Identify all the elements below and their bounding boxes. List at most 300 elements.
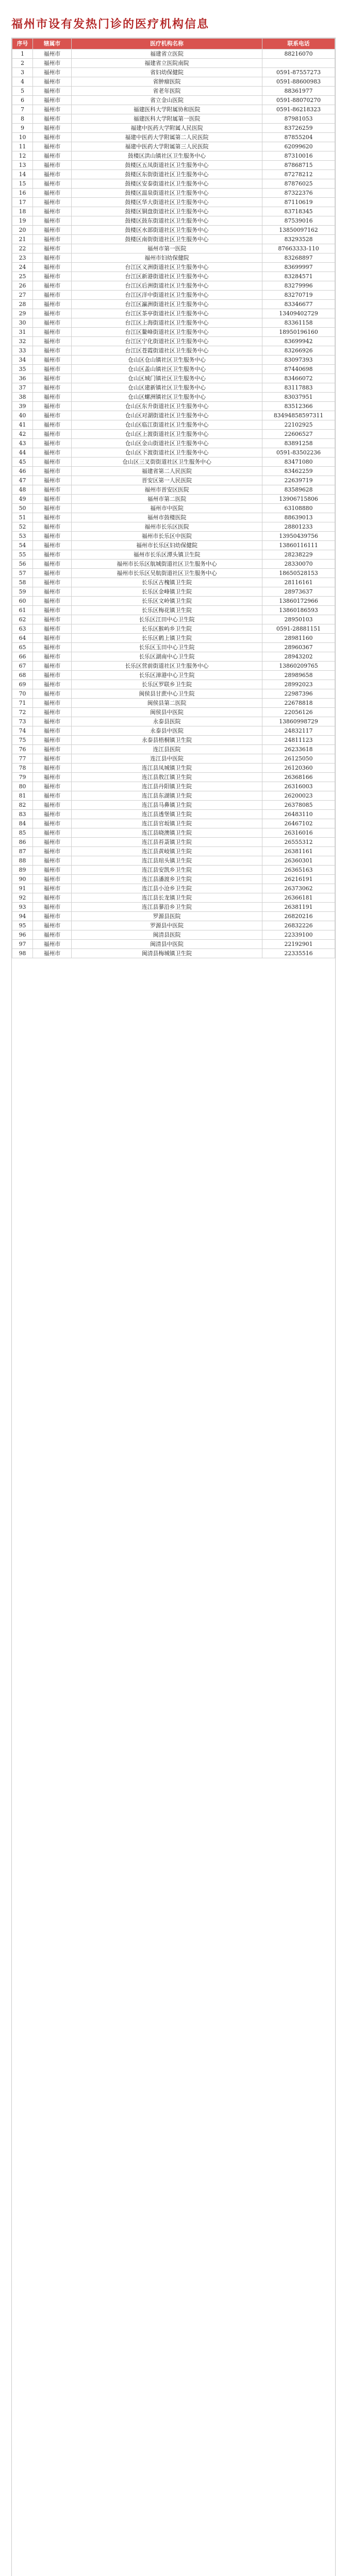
row-city: 福州市	[33, 699, 72, 708]
row-institution-name: 台江区茶亭街道社区卫生服务中心	[72, 309, 262, 318]
table-row	[12, 189, 335, 198]
table-row	[12, 337, 335, 346]
row-institution-name: 连江县小沧乡卫生院	[72, 884, 262, 893]
row-index: 31	[12, 328, 33, 337]
row-institution-name: 连江县黄岐镇卫生院	[72, 847, 262, 856]
row-city: 福州市	[33, 569, 72, 578]
row-city: 福州市	[33, 49, 72, 59]
row-phone: 22639719	[262, 476, 335, 485]
table-row	[12, 365, 335, 374]
row-phone: 24832117	[262, 726, 335, 736]
row-institution-name: 仓山区下渡街道社区卫生服务中心	[72, 448, 262, 457]
row-institution-name: 福州市长乐区中医院	[72, 532, 262, 541]
row-phone: 83361158	[262, 318, 335, 328]
row-institution-name: 长乐区漳港中心卫生院	[72, 671, 262, 680]
row-city: 福州市	[33, 819, 72, 828]
table-row	[12, 893, 335, 903]
row-institution-name: 省肿瘤医院	[72, 77, 262, 87]
row-city: 福州市	[33, 643, 72, 652]
row-index: 94	[12, 912, 33, 921]
row-index: 49	[12, 495, 33, 504]
table-row	[12, 791, 335, 801]
row-city: 福州市	[33, 189, 72, 198]
row-index: 78	[12, 764, 33, 773]
row-city: 福州市	[33, 856, 72, 866]
header-institution: 医疗机构名称	[72, 39, 262, 49]
table-row	[12, 355, 335, 365]
row-city: 福州市	[33, 597, 72, 606]
row-city: 福州市	[33, 142, 72, 151]
table-header	[12, 39, 335, 49]
row-phone: 13860209765	[262, 662, 335, 671]
row-phone: 28981160	[262, 634, 335, 643]
row-index: 27	[12, 291, 33, 300]
table-row	[12, 699, 335, 708]
table-row	[12, 726, 335, 736]
row-index: 90	[12, 875, 33, 884]
row-city: 福州市	[33, 708, 72, 717]
table-row	[12, 930, 335, 940]
row-institution-name: 连江县长龙镇卫生院	[72, 893, 262, 903]
table-row	[12, 940, 335, 949]
table-row	[12, 643, 335, 652]
row-index: 89	[12, 866, 33, 875]
row-phone: 83726259	[262, 124, 335, 133]
row-city: 福州市	[33, 782, 72, 791]
row-index: 93	[12, 903, 33, 912]
row-index: 77	[12, 754, 33, 764]
row-index: 18	[12, 207, 33, 216]
row-city: 福州市	[33, 253, 72, 263]
table-row	[12, 504, 335, 513]
row-institution-name: 台江区义洲街道社区卫生服务中心	[72, 263, 262, 272]
table-row	[12, 420, 335, 430]
row-index: 85	[12, 828, 33, 838]
row-index: 71	[12, 699, 33, 708]
row-index: 63	[12, 624, 33, 634]
row-institution-name: 长乐区罗联乡卫生院	[72, 680, 262, 689]
row-phone: 22335516	[262, 949, 335, 958]
row-phone	[262, 59, 335, 68]
row-index: 48	[12, 485, 33, 495]
table-row	[12, 133, 335, 142]
row-city: 福州市	[33, 235, 72, 244]
row-phone: 13860116111	[262, 541, 335, 550]
row-index: 51	[12, 513, 33, 522]
row-institution-name: 省妇幼保健院	[72, 68, 262, 77]
row-index: 7	[12, 105, 33, 114]
row-phone: 28989658	[262, 671, 335, 680]
row-city: 福州市	[33, 430, 72, 439]
row-institution-name: 鼓楼区鼓东街道社区卫生服务中心	[72, 216, 262, 226]
row-phone: 26832226	[262, 921, 335, 930]
row-index: 23	[12, 253, 33, 263]
table-row	[12, 439, 335, 448]
row-city: 福州市	[33, 810, 72, 819]
row-phone: 22192901	[262, 940, 335, 949]
table-row	[12, 485, 335, 495]
row-index: 73	[12, 717, 33, 726]
row-phone: 83284571	[262, 272, 335, 281]
table-row	[12, 856, 335, 866]
row-institution-name: 仓山区三叉街街道社区卫生服务中心	[72, 457, 262, 467]
table-row	[12, 634, 335, 643]
row-institution-name: 福州市长乐区医院	[72, 522, 262, 532]
table-row	[12, 903, 335, 912]
row-index: 60	[12, 597, 33, 606]
row-city: 福州市	[33, 393, 72, 402]
row-city: 福州市	[33, 281, 72, 291]
row-institution-name: 鼓楼区铜盘街道社区卫生服务中心	[72, 207, 262, 216]
row-institution-name: 仓山区上渡街道社区卫生服务中心	[72, 430, 262, 439]
row-index: 98	[12, 949, 33, 958]
row-index: 42	[12, 430, 33, 439]
row-phone: 83462259	[262, 467, 335, 476]
row-institution-name: 永泰县梧桐镇卫生院	[72, 736, 262, 745]
row-city: 福州市	[33, 662, 72, 671]
row-phone: 26360301	[262, 856, 335, 866]
row-index: 69	[12, 680, 33, 689]
row-index: 70	[12, 689, 33, 699]
row-city: 福州市	[33, 420, 72, 430]
row-institution-name: 连江县安凯乡卫生院	[72, 866, 262, 875]
table-row	[12, 624, 335, 634]
table-row	[12, 866, 335, 875]
table-row	[12, 587, 335, 597]
table-row	[12, 207, 335, 216]
table-row	[12, 875, 335, 884]
row-phone: 87876025	[262, 179, 335, 189]
row-institution-name: 鼓楼区安泰街道社区卫生服务中心	[72, 179, 262, 189]
row-city: 福州市	[33, 921, 72, 930]
row-phone: 83699997	[262, 263, 335, 272]
row-phone: 26316003	[262, 782, 335, 791]
row-index: 92	[12, 893, 33, 903]
table-row	[12, 430, 335, 439]
row-phone: 26120360	[262, 764, 335, 773]
row-phone: 26483110	[262, 810, 335, 819]
row-city: 福州市	[33, 587, 72, 597]
row-city: 福州市	[33, 903, 72, 912]
table-row	[12, 300, 335, 309]
row-phone: 88639013	[262, 513, 335, 522]
row-institution-name: 永泰县医院	[72, 717, 262, 726]
row-phone: 83512366	[262, 402, 335, 411]
row-institution-name: 鼓楼区水部街道社区卫生服务中心	[72, 226, 262, 235]
row-index: 46	[12, 467, 33, 476]
row-phone: 13860186593	[262, 606, 335, 615]
row-institution-name: 福建医科大学附属协和医院	[72, 105, 262, 114]
row-index: 57	[12, 569, 33, 578]
table-row	[12, 810, 335, 819]
row-institution-name: 连江县医院	[72, 745, 262, 754]
row-index: 64	[12, 634, 33, 643]
row-institution-name: 长乐区梅花镇卫生院	[72, 606, 262, 615]
row-phone: 88361977	[262, 87, 335, 96]
row-phone: 83589628	[262, 485, 335, 495]
row-institution-name: 台江区鳌峰街道社区卫生服务中心	[72, 328, 262, 337]
row-city: 福州市	[33, 504, 72, 513]
row-city: 福州市	[33, 439, 72, 448]
row-institution-name: 连江县潘渡乡卫生院	[72, 875, 262, 884]
row-phone: 87440698	[262, 365, 335, 374]
row-institution-name: 连江县丹阳镇卫生院	[72, 782, 262, 791]
row-phone: 0591-87557273	[262, 68, 335, 77]
row-institution-name: 鼓楼区东街街道社区卫生服务中心	[72, 170, 262, 179]
row-city: 福州市	[33, 560, 72, 569]
row-phone: 83097393	[262, 355, 335, 365]
row-institution-name: 长乐区鹤上镇卫生院	[72, 634, 262, 643]
row-index: 20	[12, 226, 33, 235]
row-city: 福州市	[33, 402, 72, 411]
row-phone: 28973637	[262, 587, 335, 597]
row-index: 58	[12, 578, 33, 587]
row-institution-name: 台江区上海街道社区卫生服务中心	[72, 318, 262, 328]
row-institution-name: 福建省第二人民医院	[72, 467, 262, 476]
row-index: 56	[12, 560, 33, 569]
row-city: 福州市	[33, 207, 72, 216]
table-row	[12, 448, 335, 457]
row-index: 61	[12, 606, 33, 615]
row-city: 福州市	[33, 457, 72, 467]
table-row	[12, 754, 335, 764]
medical-institutions-table	[12, 38, 335, 958]
row-phone: 88216070	[262, 49, 335, 59]
row-institution-name: 罗源县中医院	[72, 921, 262, 930]
row-institution-name: 台江区苍霞街道社区卫生服务中心	[72, 346, 262, 355]
row-phone: 26316016	[262, 828, 335, 838]
row-index: 35	[12, 365, 33, 374]
row-phone: 26381191	[262, 903, 335, 912]
row-phone: 83346677	[262, 300, 335, 309]
row-index: 52	[12, 522, 33, 532]
row-institution-name: 连江县透堡镇卫生院	[72, 810, 262, 819]
table-row	[12, 114, 335, 124]
row-index: 24	[12, 263, 33, 272]
row-institution-name: 闽侯县第二医院	[72, 699, 262, 708]
row-index: 53	[12, 532, 33, 541]
row-phone: 26365163	[262, 866, 335, 875]
row-institution-name: 晋安区第一人民医院	[72, 476, 262, 485]
row-index: 86	[12, 838, 33, 847]
row-institution-name: 福州市第二医院	[72, 495, 262, 504]
row-phone: 26820216	[262, 912, 335, 921]
row-institution-name: 台江区洋中街道社区卫生服务中心	[72, 291, 262, 300]
row-index: 66	[12, 652, 33, 662]
row-city: 福州市	[33, 801, 72, 810]
row-city: 福州市	[33, 226, 72, 235]
row-city: 福州市	[33, 930, 72, 940]
table-container[interactable]	[11, 38, 336, 2576]
row-index: 76	[12, 745, 33, 754]
row-phone: 0591-88600983	[262, 77, 335, 87]
table-row	[12, 532, 335, 541]
row-city: 福州市	[33, 170, 72, 179]
row-city: 福州市	[33, 912, 72, 921]
row-institution-name: 仓山区建新镇社区卫生服务中心	[72, 383, 262, 393]
row-index: 22	[12, 244, 33, 253]
row-city: 福州市	[33, 161, 72, 170]
row-institution-name: 连江县马鼻镇卫生院	[72, 801, 262, 810]
row-phone: 63108880	[262, 504, 335, 513]
row-index: 16	[12, 189, 33, 198]
table-row	[12, 671, 335, 680]
row-city: 福州市	[33, 671, 72, 680]
table-row	[12, 736, 335, 745]
row-index: 55	[12, 550, 33, 560]
table-row	[12, 151, 335, 161]
row-institution-name: 福建中医药大学附属第三人民医院	[72, 142, 262, 151]
table-row	[12, 764, 335, 773]
table-row	[12, 244, 335, 253]
row-city: 福州市	[33, 866, 72, 875]
row-institution-name: 长乐区古槐镇卫生院	[72, 578, 262, 587]
table-row	[12, 745, 335, 754]
row-institution-name: 长乐区湖南中心卫生院	[72, 652, 262, 662]
row-city: 福州市	[33, 949, 72, 958]
row-phone: 22678818	[262, 699, 335, 708]
table-row	[12, 291, 335, 300]
table-row	[12, 346, 335, 355]
row-institution-name: 长乐区玉田中心卫生院	[72, 643, 262, 652]
row-phone: 22987396	[262, 689, 335, 699]
table-row	[12, 838, 335, 847]
row-city: 福州市	[33, 773, 72, 782]
table-row	[12, 513, 335, 522]
row-institution-name: 台江区瀛洲街道社区卫生服务中心	[72, 300, 262, 309]
row-index: 10	[12, 133, 33, 142]
table-row	[12, 318, 335, 328]
table-row	[12, 179, 335, 189]
table-row	[12, 328, 335, 337]
row-index: 11	[12, 142, 33, 151]
row-phone: 28943202	[262, 652, 335, 662]
row-phone: 13850097162	[262, 226, 335, 235]
table-row	[12, 847, 335, 856]
row-city: 福州市	[33, 532, 72, 541]
table-row	[12, 198, 335, 207]
table-row	[12, 921, 335, 930]
table-row	[12, 550, 335, 560]
row-index: 3	[12, 68, 33, 77]
row-city: 福州市	[33, 291, 72, 300]
row-index: 4	[12, 77, 33, 87]
row-city: 福州市	[33, 513, 72, 522]
row-institution-name: 福州市长乐区航城街道社区卫生服务中心	[72, 560, 262, 569]
row-phone: 87110619	[262, 198, 335, 207]
table-row	[12, 49, 335, 59]
table-row	[12, 68, 335, 77]
row-index: 91	[12, 884, 33, 893]
row-index: 15	[12, 179, 33, 189]
row-institution-name: 连江县官坂镇卫生院	[72, 819, 262, 828]
row-phone: 0591-83502236	[262, 448, 335, 457]
table-row	[12, 522, 335, 532]
row-phone: 26467102	[262, 819, 335, 828]
row-index: 17	[12, 198, 33, 207]
row-city: 福州市	[33, 263, 72, 272]
row-index: 26	[12, 281, 33, 291]
row-phone: 0591-28881151	[262, 624, 335, 634]
table-row	[12, 578, 335, 587]
row-city: 福州市	[33, 383, 72, 393]
row-phone: 83279996	[262, 281, 335, 291]
row-institution-name: 连江县凤城镇卫生院	[72, 764, 262, 773]
row-index: 32	[12, 337, 33, 346]
row-institution-name: 长乐区金峰镇卫生院	[72, 587, 262, 597]
row-phone: 26368166	[262, 773, 335, 782]
row-city: 福州市	[33, 754, 72, 764]
row-index: 80	[12, 782, 33, 791]
row-phone: 87278212	[262, 170, 335, 179]
row-index: 6	[12, 96, 33, 105]
table-row	[12, 457, 335, 467]
row-index: 62	[12, 615, 33, 624]
row-institution-name: 长乐区营前街道社区卫生服务中心	[72, 662, 262, 671]
row-index: 97	[12, 940, 33, 949]
row-index: 1	[12, 49, 33, 59]
row-city: 福州市	[33, 272, 72, 281]
row-institution-name: 连江县苔菉镇卫生院	[72, 838, 262, 847]
row-index: 67	[12, 662, 33, 671]
row-phone: 26125050	[262, 754, 335, 764]
row-phone: 13860172966	[262, 597, 335, 606]
header-index: 序号	[12, 39, 33, 49]
row-institution-name: 闽清县梅城镇卫生院	[72, 949, 262, 958]
header-phone: 联系电话	[262, 39, 335, 49]
row-phone: 18650528153	[262, 569, 335, 578]
table-row	[12, 170, 335, 179]
row-phone: 83293528	[262, 235, 335, 244]
row-index: 96	[12, 930, 33, 940]
row-institution-name: 台江区宁化街道社区卫生服务中心	[72, 337, 262, 346]
table-row	[12, 680, 335, 689]
table-row	[12, 569, 335, 578]
row-phone: 26200023	[262, 791, 335, 801]
row-city: 福州市	[33, 355, 72, 365]
row-city: 福州市	[33, 244, 72, 253]
row-phone: 83718345	[262, 207, 335, 216]
table-row	[12, 606, 335, 615]
row-phone: 13950439756	[262, 532, 335, 541]
row-city: 福州市	[33, 114, 72, 124]
row-city: 福州市	[33, 77, 72, 87]
row-institution-name: 福建省立医院	[72, 49, 262, 59]
row-phone: 13860998729	[262, 717, 335, 726]
row-phone: 28960367	[262, 643, 335, 652]
row-index: 65	[12, 643, 33, 652]
table-row	[12, 782, 335, 791]
row-city: 福州市	[33, 578, 72, 587]
row-phone: 83270719	[262, 291, 335, 300]
table-row	[12, 560, 335, 569]
table-row	[12, 884, 335, 893]
table-row	[12, 263, 335, 272]
row-city: 福州市	[33, 151, 72, 161]
row-index: 37	[12, 383, 33, 393]
row-index: 43	[12, 439, 33, 448]
row-phone: 0591-88070270	[262, 96, 335, 105]
row-city: 福州市	[33, 59, 72, 68]
row-phone: 87663333-110	[262, 244, 335, 253]
row-institution-name: 福州市妇幼保健院	[72, 253, 262, 263]
row-city: 福州市	[33, 791, 72, 801]
row-index: 19	[12, 216, 33, 226]
row-institution-name: 鼓楼区南街街道社区卫生服务中心	[72, 235, 262, 244]
table-row	[12, 467, 335, 476]
table-row	[12, 96, 335, 105]
row-city: 福州市	[33, 485, 72, 495]
